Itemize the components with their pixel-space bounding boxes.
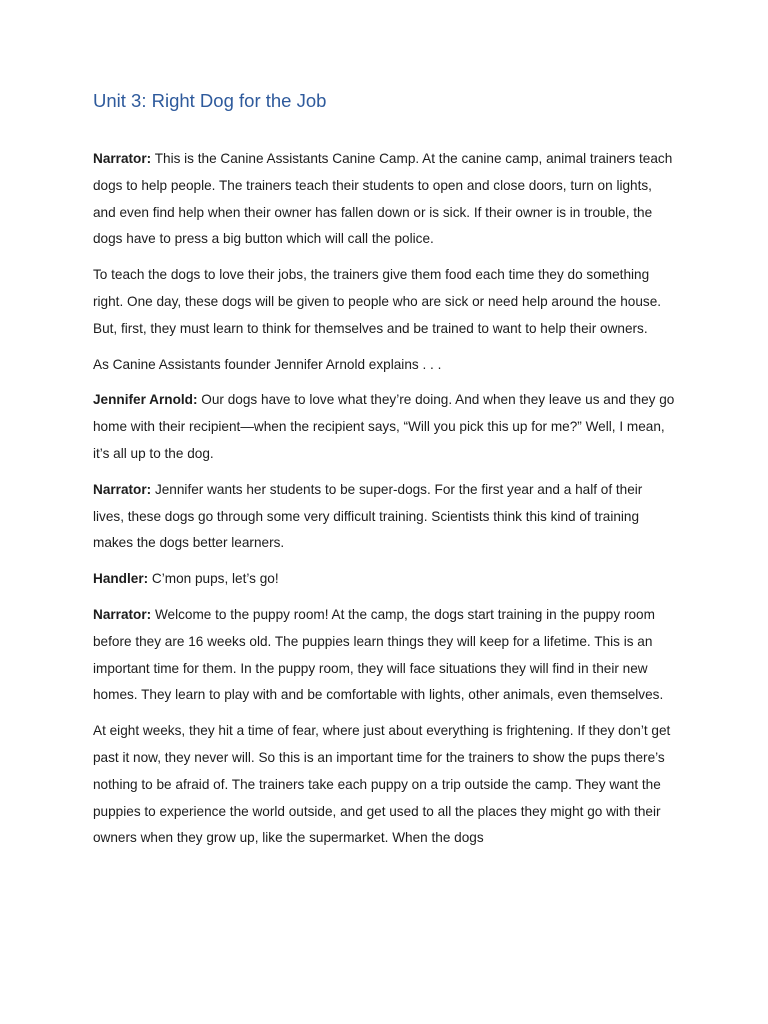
paragraph-text: As Canine Assistants founder Jennifer Arnold explains . . . xyxy=(93,356,442,372)
paragraph-narrator-super-dogs xyxy=(93,477,677,557)
paragraph-text: Our dogs have to love what they’re doing. And when they leave us and they go home with their recipient—when the recipient says, “Will you pick this up for me?” Well, I mean, it’s all up to the dog. xyxy=(93,392,675,461)
speaker-label: Narrator: xyxy=(93,151,152,166)
speaker-label: Handler: xyxy=(93,571,149,587)
page-title: Unit 3: Right Dog for the Job xyxy=(93,90,327,111)
paragraph-text: Welcome to the puppy room! At the camp, the dogs start training in the puppy room before they are 16 weeks old. The puppies learn things they will keep for a lifetime. This is an important time for them. In the puppy room, they will face situations they will find in their new homes. They learn to play with and be comfortable with lights, other animals, even themselves. xyxy=(93,606,664,703)
document-body xyxy=(93,146,677,861)
speaker-label: Narrator: xyxy=(93,606,152,622)
paragraph-text: This is the Canine Assistants Canine Camp. At the canine camp, animal trainers teach dogs to help people. The trainers teach their students to open and close doors, turn on lights, and even find help when their owner has fallen down or is sick. If their owner is in trouble, the dogs have to press a big button which will call the police. xyxy=(93,151,673,247)
paragraph-text: C’mon pups, let’s go! xyxy=(148,571,279,587)
paragraph-text: Jennifer wants her students to be super-dogs. For the first year and a half of their lives, these dogs go through some very difficult training. Scientists think this kind of training makes the dogs better learners. xyxy=(93,481,643,551)
speaker-label: Jennifer Arnold: xyxy=(93,392,198,408)
paragraph-text: To teach the dogs to love their jobs, the trainers give them food each time they do something right. One day, these dogs will be given to people who are sick or need help around the house. But, first, they must learn to think for themselves and be trained to want to help their owners. xyxy=(93,267,662,336)
paragraph-jennifer-arnold xyxy=(93,387,677,467)
paragraph-training-food xyxy=(93,262,677,342)
paragraph-narrator-intro xyxy=(93,146,677,253)
paragraph-text: At eight weeks, they hit a time of fear, where just about everything is frightening. If they don’t get past it now, they never will. So this is an important time for the trainers to show the pups there’s nothing to be afraid of. The trainers take each puppy on a trip outside the camp. They want the puppies to experience the world outside, and get used to all the places they might go with their owners when they grow up, like the supermarket. When the dogs xyxy=(93,723,671,846)
speaker-label: Narrator: xyxy=(93,481,152,497)
paragraph-handler xyxy=(93,566,677,593)
paragraph-eight-weeks xyxy=(93,718,677,852)
paragraph-narrator-puppy-room xyxy=(93,602,677,709)
paragraph-founder-intro xyxy=(93,352,677,379)
